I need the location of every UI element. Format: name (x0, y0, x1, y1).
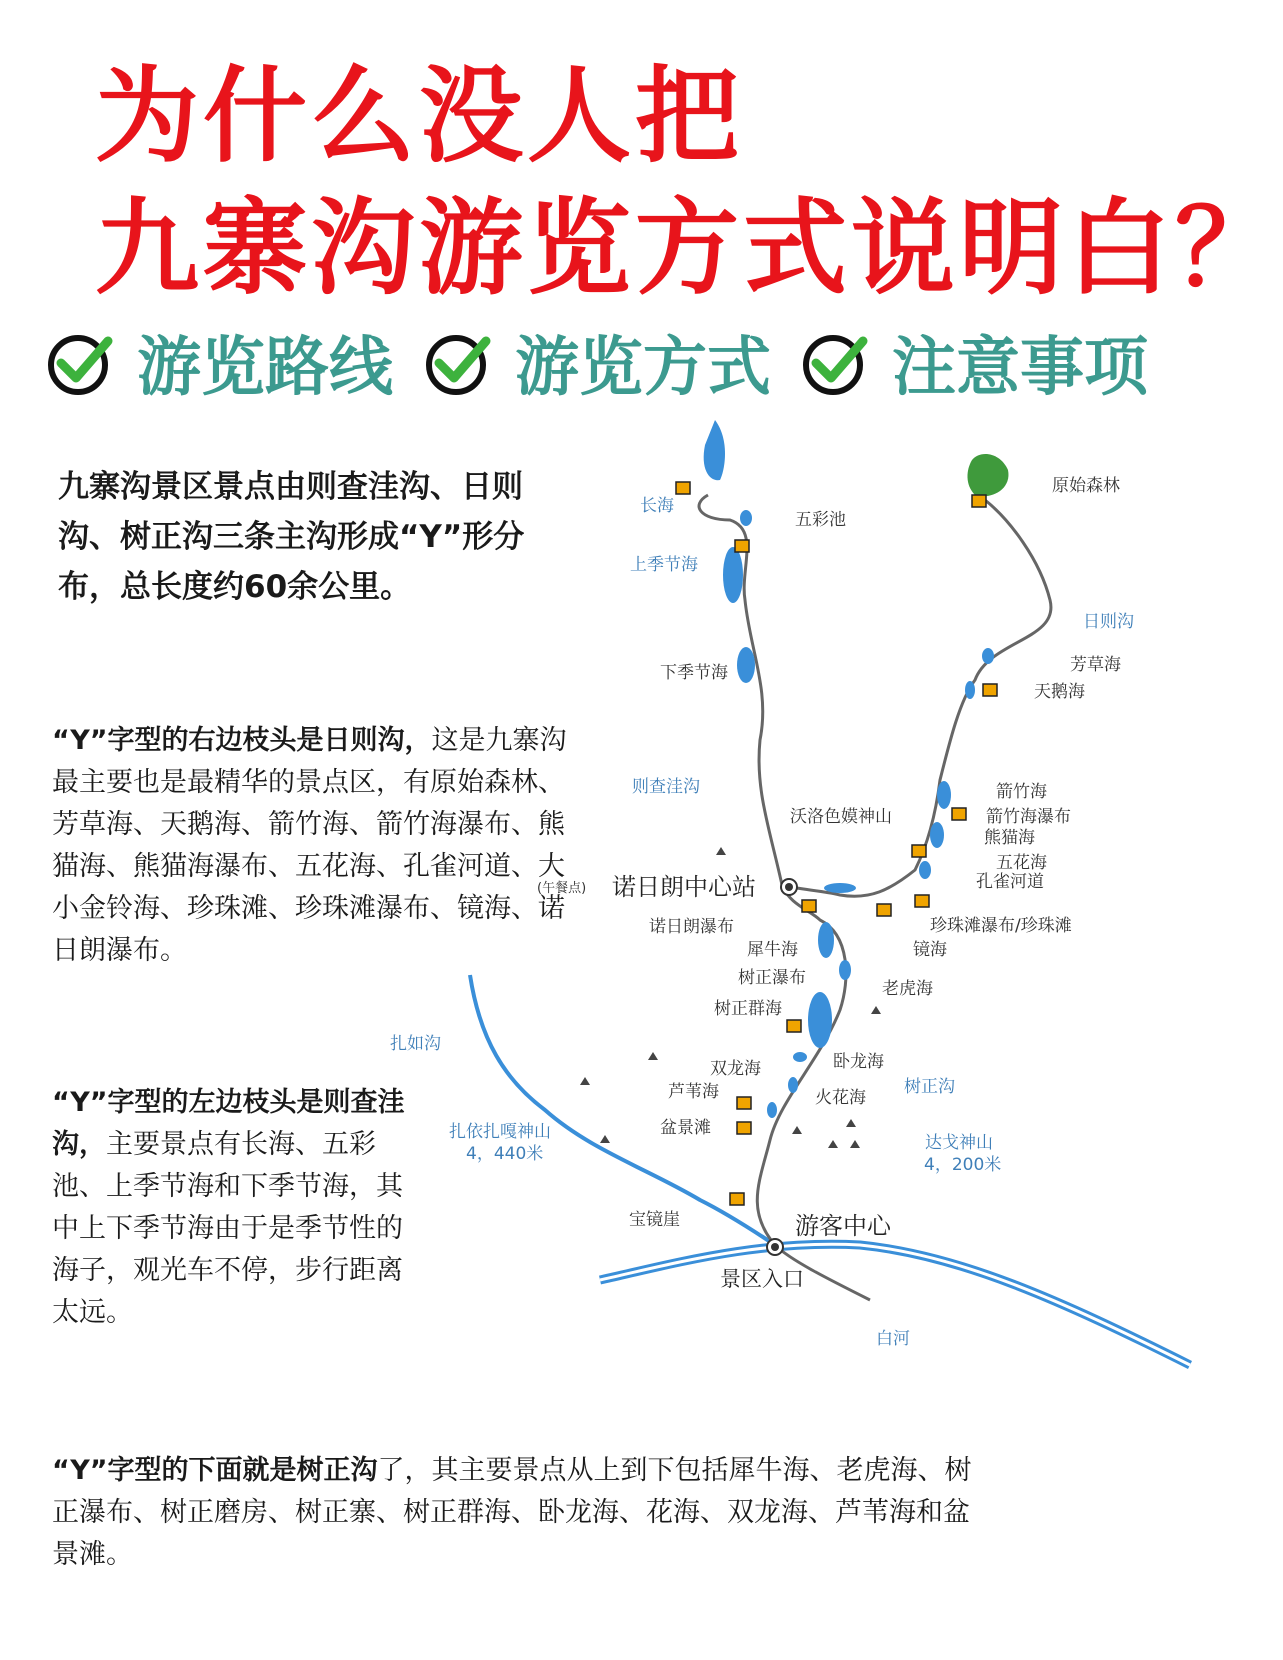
xiajijie-lake (737, 647, 755, 683)
label-zhayi: 扎依扎嘎神山 (449, 1122, 551, 1142)
tag-label: 游览路线 (137, 331, 393, 405)
wuhua-lake (919, 861, 931, 879)
check-circle-icon (423, 327, 493, 397)
label-rizegou: 日则沟 (1083, 612, 1134, 632)
shangjijie-lake (723, 547, 743, 603)
mountain-icon (828, 1140, 838, 1148)
label-dage: 达戈神山 (925, 1133, 993, 1153)
mountain-icon (850, 1140, 860, 1148)
left-branch-lead: “Y”字型的左边枝头是则查洼沟， (52, 1087, 405, 1160)
label-xiongmao: 熊猫海 (984, 828, 1035, 848)
jinghai-lake (824, 883, 856, 893)
bus-stop-icon (737, 1122, 751, 1134)
mountain-icon (871, 1006, 881, 1014)
page-title-line2: 九寨沟游览方式说明白？ (95, 187, 1283, 309)
bus-stop-icon (802, 900, 816, 912)
mountain-icon (600, 1135, 610, 1143)
zechawa-road (699, 495, 846, 1245)
label-nuorilang: 诺日朗瀑布 (649, 917, 734, 937)
label-zharu: 扎如沟 (390, 1034, 441, 1054)
bus-stop-icon (735, 540, 749, 552)
wolong-lake (793, 1052, 807, 1062)
left-branch-paragraph (52, 1082, 412, 1334)
bus-stop-icon (952, 808, 966, 820)
forest-area (967, 454, 1008, 496)
mountain-icon (846, 1119, 856, 1127)
label-center-station: 诺日朗中心站 (612, 873, 756, 901)
tag-label: 注意事项 (892, 331, 1148, 405)
label-fangcaohai: 芳草海 (1070, 655, 1121, 675)
label-yuanshi: 原始森林 (1052, 476, 1120, 496)
label-baojing: 宝镜崖 (629, 1210, 680, 1230)
bottom-branch-text: 了，其主要景点从上到下包括犀牛海、老虎海、树正瀑布、树正磨房、树正寨、树正群海、卧龙海、花海、双龙海、芦苇海和盆景滩。 (52, 1455, 972, 1570)
bus-stop-icon (877, 904, 891, 916)
bus-stop-icon (730, 1193, 744, 1205)
label-huahai: 火花海 (815, 1088, 866, 1108)
tag-route (45, 322, 393, 405)
label-changhai: 长海 (640, 496, 674, 516)
bus-stop-icon (983, 684, 997, 696)
label-zhayi-alt: 4，440米 (466, 1144, 544, 1164)
label-baihe: 白河 (876, 1329, 910, 1349)
label-woluo: 沃洛色嫫神山 (790, 807, 892, 827)
bus-stop-icon (972, 495, 986, 507)
label-xiajijie: 下季节海 (660, 663, 728, 683)
label-shuzhenggou: 树正沟 (904, 1077, 955, 1097)
laohu-lake (839, 960, 851, 980)
wucaichi-lake (740, 510, 752, 526)
xiongmao-lake (930, 822, 944, 848)
label-entrance: 景区入口 (720, 1267, 804, 1291)
label-penjing: 盆景滩 (660, 1118, 711, 1138)
check-circle-icon (45, 327, 115, 397)
label-lunch: (午餐点) (537, 881, 587, 896)
jiuzhaigou-map (390, 430, 1220, 1530)
bus-stop-icon (676, 482, 690, 494)
label-visitor: 游客中心 (795, 1212, 891, 1240)
label-wucaichi: 五彩池 (795, 510, 846, 530)
bus-stop-icon (915, 895, 929, 907)
tag-method (423, 322, 771, 405)
label-shangjijie: 上季节海 (630, 555, 698, 575)
label-zechawagou: 则查洼沟 (632, 777, 700, 797)
check-circle-icon (800, 327, 870, 397)
label-jianzhupubu: 箭竹海瀑布 (986, 807, 1071, 827)
shuzheng-lakes (808, 992, 832, 1048)
label-shuanglong: 双龙海 (710, 1059, 761, 1079)
changhai-lake (704, 420, 725, 480)
entrance-dot (771, 1243, 779, 1251)
label-luwei: 芦苇海 (668, 1082, 719, 1102)
bottom-branch-lead: “Y”字型的下面就是树正沟 (52, 1455, 378, 1486)
label-zhenzhu: 珍珠滩瀑布/珍珠滩 (930, 916, 1072, 936)
mountain-icon (648, 1052, 658, 1060)
label-shuzhengqun: 树正群海 (714, 999, 782, 1019)
tiane-lake (965, 681, 975, 699)
label-xiniu: 犀牛海 (747, 940, 798, 960)
label-tianehai: 天鹅海 (1034, 682, 1085, 702)
mountain-icon (580, 1077, 590, 1085)
tag-notes (800, 322, 1148, 405)
right-branch-text: 这是九寨沟最主要也是最精华的景点区，有原始森林、芳草海、天鹅海、箭竹海、箭竹海瀑布、熊猫海、熊猫海瀑布、五花海、孔雀河道、大小金铃海、珍珠滩、珍珠滩瀑布、镜海、诺日朗瀑布。 (52, 725, 567, 966)
label-jianzhuhai: 箭竹海 (996, 782, 1047, 802)
bus-stop-icon (787, 1020, 801, 1032)
intro-paragraph: 九寨沟景区景点由则查洼沟、日则沟、树正沟三条主沟形成“Y”形分布，总长度约60余公里。 (58, 469, 525, 605)
xiniu-lake (818, 922, 834, 958)
label-wuhuahai: 五花海 (996, 853, 1047, 873)
label-laohu: 老虎海 (882, 979, 933, 999)
bus-stop-icon (737, 1097, 751, 1109)
jianzhu-lake (937, 781, 951, 809)
label-jinghai: 镜海 (913, 940, 947, 960)
page-title-line1: 为什么没人把 (95, 55, 744, 177)
label-wolong: 卧龙海 (833, 1052, 884, 1072)
right-branch-lead: “Y”字型的右边枝头是日则沟， (52, 725, 432, 756)
fangcao-lake (982, 648, 994, 664)
left-branch-text: 主要景点有长海、五彩池、上季节海和下季节海，其中上下季节海由于是季节性的海子，观光车不停，步行距离太远。 (52, 1129, 403, 1328)
luwei-lake (767, 1102, 777, 1118)
label-kongque: 孔雀河道 (976, 872, 1044, 892)
mountain-icon (792, 1126, 802, 1134)
label-dage-alt: 4，200米 (924, 1155, 1002, 1175)
huahai-lake (788, 1077, 798, 1093)
center-station-dot (785, 883, 793, 891)
bus-stop-icon (912, 845, 926, 857)
mountain-icon (716, 847, 726, 855)
label-shuzhengpubu: 树正瀑布 (738, 968, 806, 988)
tag-label: 游览方式 (515, 331, 771, 405)
